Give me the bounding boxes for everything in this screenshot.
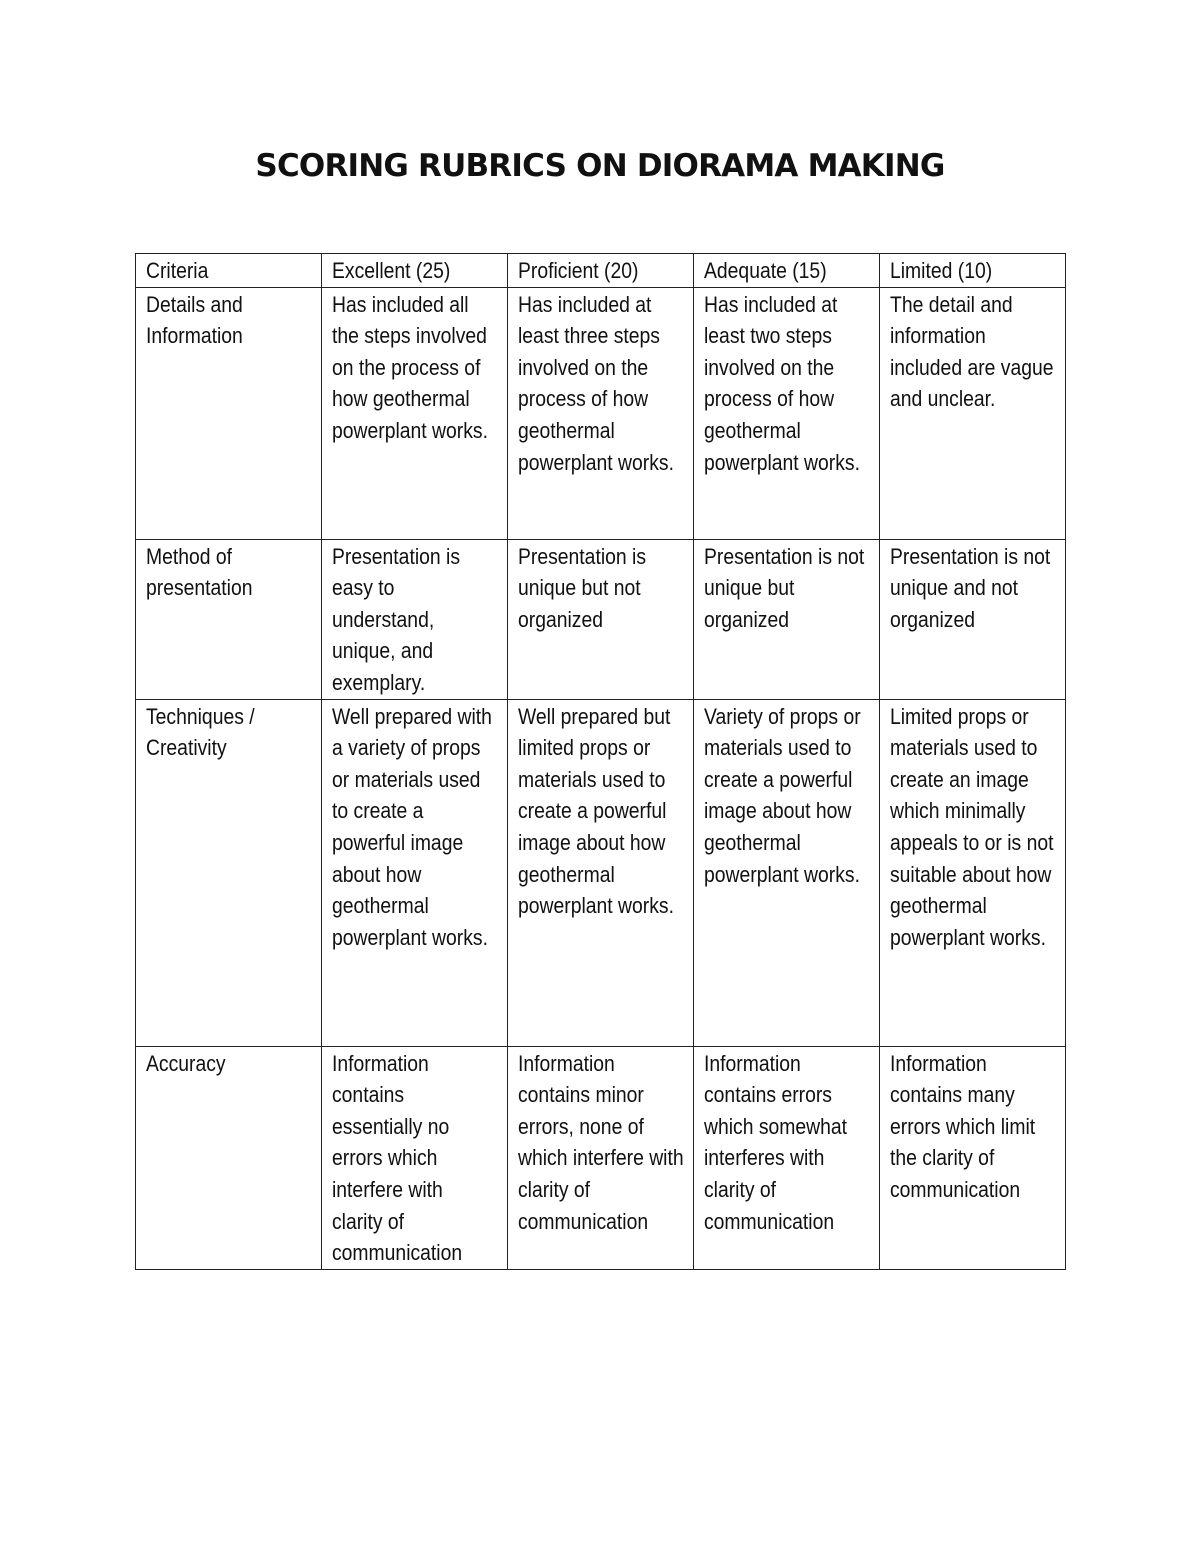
limited-cell: Information contains many errors which limit the clarity of communication (880, 1046, 1066, 1269)
excellent-cell: Well prepared with a variety of props or materials used to create a powerful image about how geothermal powerplant works. (322, 699, 508, 1046)
limited-cell: Limited props or materials used to create an image which minimally appeals to or is not suitable about how geothermal powerplant works. (880, 699, 1066, 1046)
criteria-cell: Details and Information (136, 287, 322, 539)
table-header-row (136, 254, 1066, 288)
table-row (136, 1046, 1066, 1269)
header-cell-excellent: Excellent (25) (322, 254, 508, 288)
proficient-cell: Presentation is unique but not organized (508, 539, 694, 699)
rubric-table (135, 253, 1066, 1270)
header-cell-adequate: Adequate (15) (694, 254, 880, 288)
criteria-cell: Accuracy (136, 1046, 322, 1269)
adequate-cell: Information contains errors which somewhat interferes with clarity of communication (694, 1046, 880, 1269)
table-row (136, 287, 1066, 539)
proficient-cell: Information contains minor errors, none of which interfere with clarity of communication (508, 1046, 694, 1269)
table-row (136, 699, 1066, 1046)
header-cell-criteria: Criteria (136, 254, 322, 288)
adequate-cell: Variety of props or materials used to create a powerful image about how geothermal powerplant works. (694, 699, 880, 1046)
table-row (136, 539, 1066, 699)
adequate-cell: Has included at least two steps involved on the process of how geothermal powerplant works. (694, 287, 880, 539)
excellent-cell: Has included all the steps involved on the process of how geothermal powerplant works. (322, 287, 508, 539)
criteria-cell: Techniques / Creativity (136, 699, 322, 1046)
limited-cell: The detail and information included are vague and unclear. (880, 287, 1066, 539)
limited-cell: Presentation is not unique and not organized (880, 539, 1066, 699)
proficient-cell: Well prepared but limited props or materials used to create a powerful image about how geothermal powerplant works. (508, 699, 694, 1046)
proficient-cell: Has included at least three steps involved on the process of how geothermal powerplant works. (508, 287, 694, 539)
header-cell-limited: Limited (10) (880, 254, 1066, 288)
adequate-cell: Presentation is not unique but organized (694, 539, 880, 699)
page-title: SCORING RUBRICS ON DIORAMA MAKING (255, 148, 945, 184)
header-cell-proficient: Proficient (20) (508, 254, 694, 288)
excellent-cell: Information contains essentially no errors which interfere with clarity of communication (322, 1046, 508, 1269)
excellent-cell: Presentation is easy to understand, unique, and exemplary. (322, 539, 508, 699)
criteria-cell: Method of presentation (136, 539, 322, 699)
